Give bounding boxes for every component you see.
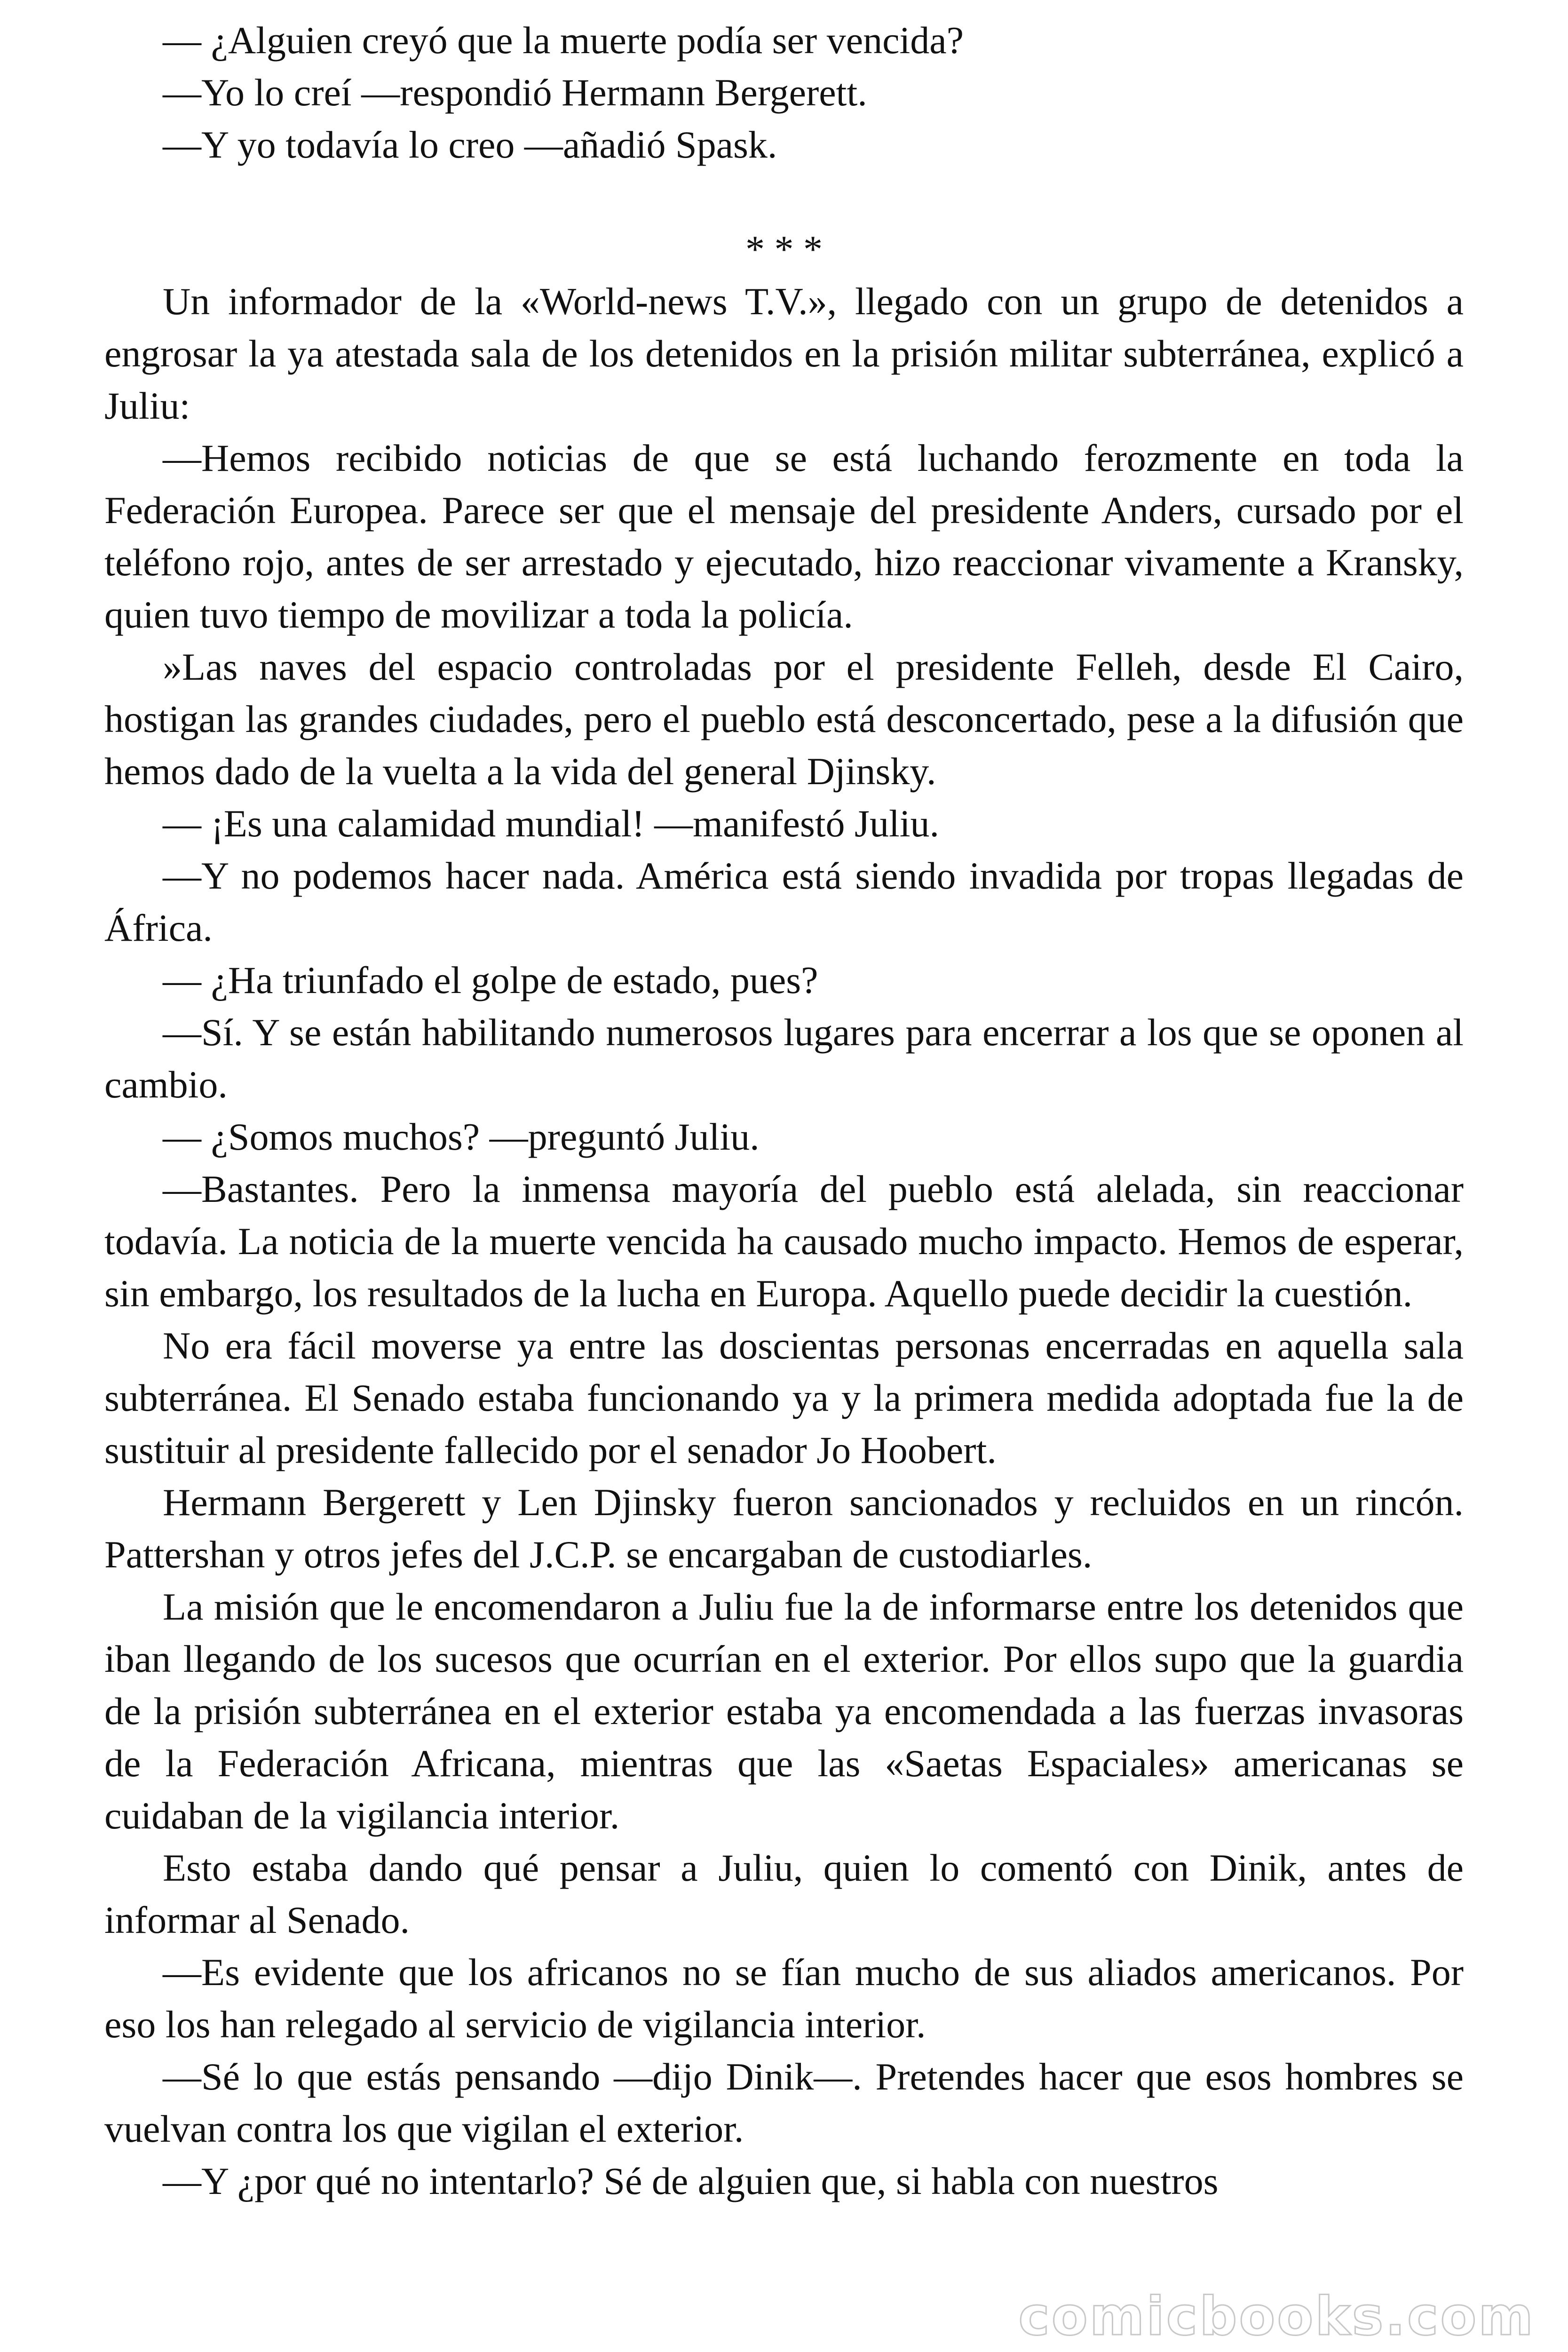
paragraph: —Es evidente que los africanos no se fían mucho de sus aliados americanos. Por eso los han relegado al servicio de vigilancia interior. [104,1951,1464,2046]
paragraph: — ¡Es una calamidad mundial! —manifestó Juliu. [163,802,940,845]
book-page [104,14,1464,2207]
dialogue-line: — ¿Alguien creyó que la muerte podía ser vencida? [163,19,964,62]
paragraph: —Bastantes. Pero la inmensa mayoría del pueblo está alelada, sin reaccionar todavía. La noticia de la muerte vencida ha causado mucho impacto. Hemos de esperar, sin embargo, los resultados de la lucha en Europa. Aquello puede decidir la cuestión. [104,1168,1464,1315]
paragraph: La misión que le encomendaron a Juliu fue la de informarse entre los detenidos que iban llegando de los sucesos que ocurrían en el exterior. Por ellos supo que la guardia de la prisión subterránea en el exterior estaba ya encomendada a las fuerzas invasoras de la Federación Africana, mientras que las «Saetas Espaciales» americanas se cuidaban de la vigilancia interior. [104,1585,1464,1837]
paragraph: No era fácil moverse ya entre las doscientas personas encerradas en aquella sala subterránea. El Senado estaba funcionando ya y la primera medida adoptada fue la de sustituir al presidente fallecido por el senador Jo Hoobert. [104,1324,1464,1471]
paragraph: »Las naves del espacio controladas por el presidente Felleh, desde El Cairo, hostigan las grandes ciudades, pero el pueblo está desconcertado, pese a la difusión que hemos dado de la vuelta a la vida del general Djinsky. [104,645,1464,793]
paragraph: —Y no podemos hacer nada. América está siendo invadida por tropas llegadas de África. [104,854,1464,949]
paragraph: — ¿Ha triunfado el golpe de estado, pues? [163,959,818,1001]
dialogue-line: —Yo lo creí —respondió Hermann Bergerett. [163,71,867,114]
paragraph: —Hemos recibido noticias de que se está luchando ferozmente en toda la Federación Europea. Parece ser que el mensaje del presidente Anders, cursado por el teléfono rojo, antes de ser arrestado y ejecutado, hizo reaccionar vivamente a Kransky, quien tuvo tiempo de movilizar a toda la policía. [104,437,1464,636]
watermark: comicbooks.com [1018,2286,1535,2347]
paragraph: —Y ¿por qué no intentarlo? Sé de alguien que, si habla con nuestros [163,2160,1219,2202]
dialogue-line: —Y yo todavía lo creo —añadió Spask. [163,123,777,166]
paragraph: —Sí. Y se están habilitando numerosos lugares para encerrar a los que se oponen al cambio. [104,1011,1464,1106]
section-separator: * * * [745,228,823,270]
paragraph: — ¿Somos muchos? —preguntó Juliu. [163,1115,760,1158]
paragraph: Esto estaba dando qué pensar a Juliu, quien lo comentó con Dinik, antes de informar al Senado. [104,1846,1464,1941]
paragraph: Un informador de la «World-news T.V.», llegado con un grupo de detenidos a engrosar la ya atestada sala de los detenidos en la prisión militar subterránea, explicó a Juliu: [104,280,1464,427]
paragraph: Hermann Bergerett y Len Djinsky fueron sancionados y recluidos en un rincón. Pattershan y otros jefes del J.C.P. se encargaban de custodiarles. [104,1481,1464,1576]
paragraph: —Sé lo que estás pensando —dijo Dinik—. Pretendes hacer que esos hombres se vuelvan contra los que vigilan el exterior. [104,2055,1464,2150]
